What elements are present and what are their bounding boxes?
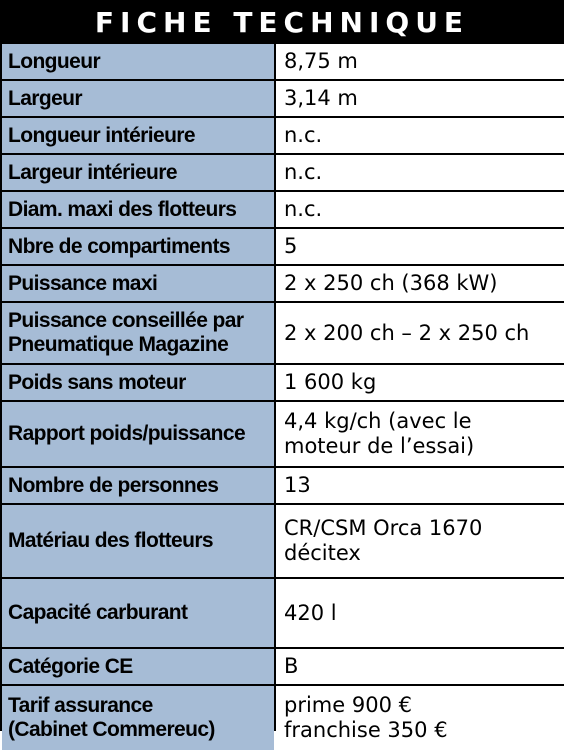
label-largeur-interieure: Largeur intérieure bbox=[2, 155, 274, 190]
value-capacite-carburant: 420 l bbox=[276, 579, 564, 647]
value-rapport-poids-puissance: 4,4 kg/ch (avec le moteur de l’essai) bbox=[276, 402, 564, 466]
value-compartiments: 5 bbox=[276, 229, 564, 264]
value-largeur-interieure: n.c. bbox=[276, 155, 564, 190]
value-tarif-assurance: prime 900 € franchise 350 € bbox=[276, 686, 564, 750]
label-diam-flotteurs: Diam. maxi des flotteurs bbox=[2, 192, 274, 227]
label-puissance-maxi: Puissance maxi bbox=[2, 266, 274, 301]
value-puissance-conseillee: 2 x 200 ch – 2 x 250 ch bbox=[276, 303, 564, 363]
value-puissance-maxi: 2 x 250 ch (368 kW) bbox=[276, 266, 564, 301]
label-poids-sans-moteur: Poids sans moteur bbox=[2, 365, 274, 400]
value-largeur: 3,14 m bbox=[276, 81, 564, 116]
spec-table bbox=[0, 44, 564, 742]
label-materiau-flotteurs: Matériau des flotteurs bbox=[2, 505, 274, 577]
value-materiau-flotteurs: CR/CSM Orca 1670 décitex bbox=[276, 505, 564, 577]
label-rapport-poids-puissance: Rapport poids/puissance bbox=[2, 402, 274, 466]
label-tarif-assurance: Tarif assurance (Cabinet Commereuc) bbox=[2, 686, 274, 750]
label-nombre-personnes: Nombre de personnes bbox=[2, 468, 274, 503]
label-longueur-interieure: Longueur intérieure bbox=[2, 118, 274, 153]
label-categorie-ce: Catégorie CE bbox=[2, 649, 274, 684]
value-poids-sans-moteur: 1 600 kg bbox=[276, 365, 564, 400]
label-capacite-carburant: Capacité carburant bbox=[2, 579, 274, 647]
value-longueur-interieure: n.c. bbox=[276, 118, 564, 153]
label-longueur: Longueur bbox=[2, 44, 274, 79]
value-nombre-personnes: 13 bbox=[276, 468, 564, 503]
value-longueur: 8,75 m bbox=[276, 44, 564, 79]
label-largeur: Largeur bbox=[2, 81, 274, 116]
label-compartiments: Nbre de compartiments bbox=[2, 229, 274, 264]
value-diam-flotteurs: n.c. bbox=[276, 192, 564, 227]
value-categorie-ce: B bbox=[276, 649, 564, 684]
sheet-title: FICHE TECHNIQUE bbox=[94, 5, 470, 39]
label-puissance-conseillee: Puissance conseillée par Pneumatique Magazine bbox=[2, 303, 274, 363]
